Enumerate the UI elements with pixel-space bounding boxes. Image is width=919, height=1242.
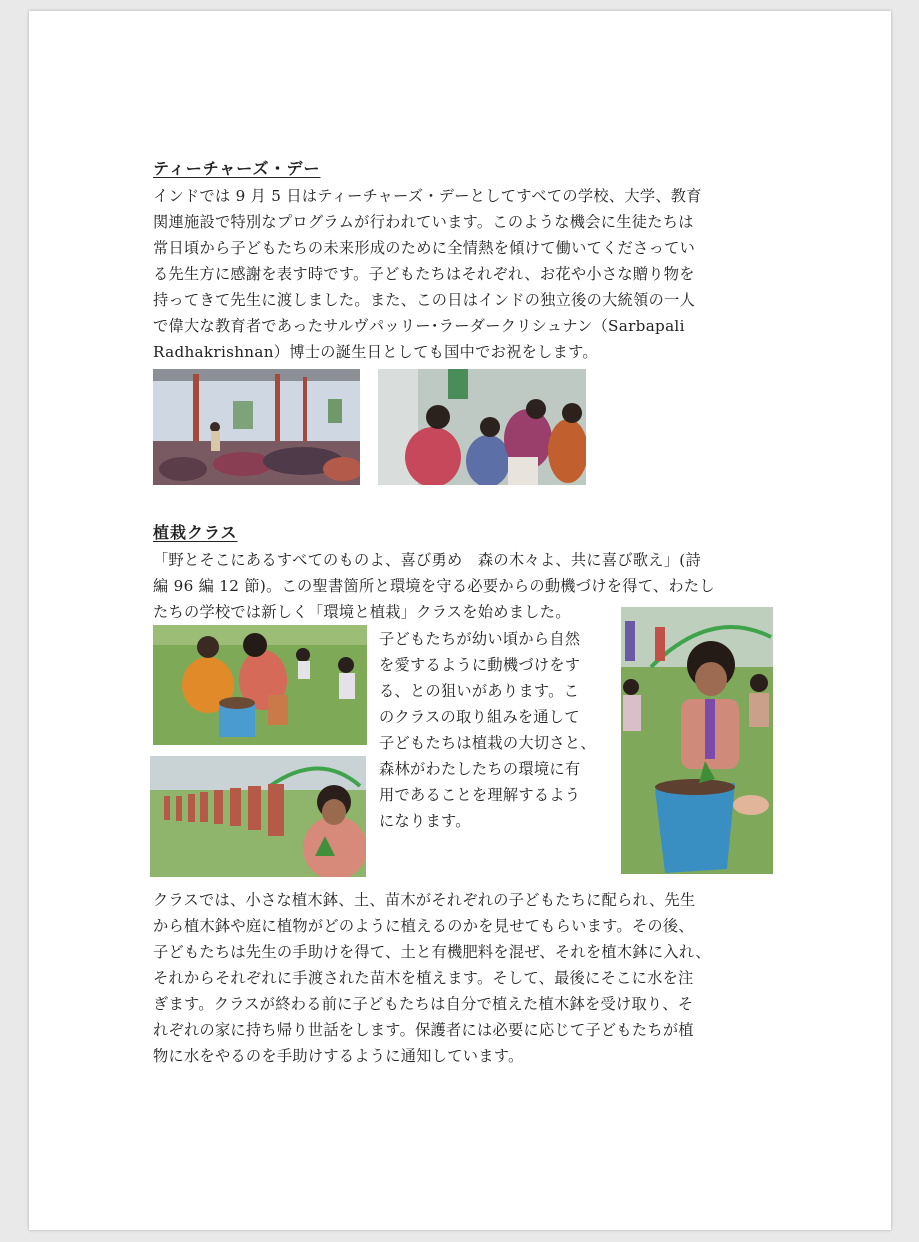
paragraph-line: を愛するように動機づけをす: [379, 656, 581, 674]
paragraph-line: 編 96 編 12 節)。この聖書箇所と環境を守る必要からの動機づけを得て、わたし: [153, 577, 715, 595]
paragraph-line: 子どもたちは植栽の大切さと、: [379, 734, 596, 752]
paragraph-line: になります。: [379, 812, 471, 830]
paragraph-line: たちの学校では新しく「環境と植栽」クラスを始めました。: [153, 603, 571, 621]
assembly-hall-photo: [153, 369, 360, 485]
paragraph-line: クラスでは、小さな植木鉢、土、苗木がそれぞれの子どもたちに配られ、先生: [153, 891, 696, 909]
planting-class-heading: 植栽クラス: [153, 523, 238, 542]
paragraph-line: 森林がわたしたちの環境に有: [379, 760, 581, 778]
teachers-day-heading: ティーチャーズ・デー: [153, 159, 321, 178]
paragraph-line: 用であることを理解するよう: [379, 786, 581, 804]
children-line-photo: [150, 756, 366, 877]
paragraph-line: で偉大な教育者であったサルヴパッリー･ラーダークリシュナン（Sarbapali: [153, 317, 685, 335]
classroom-photo: [378, 369, 586, 485]
teacher-helping-child-photo: [153, 625, 367, 745]
paragraph-line: のクラスの取り組みを通して: [379, 708, 580, 726]
paragraph-line: る先生方に感謝を表す時です。子どもたちはそれぞれ、お花や小さな贈り物を: [153, 265, 695, 283]
planting-middle-paragraph: [379, 626, 619, 834]
teachers-day-paragraph: [153, 183, 773, 365]
paragraph-line: 子どもたちが幼い頃から自然: [379, 630, 581, 648]
paragraph-line: 物に水をやるのを手助けするように通知しています。: [153, 1047, 524, 1065]
paragraph-line: から植木鉢や庭に植物がどのように植えるのかを見せてもらいます。その後、: [153, 917, 694, 935]
paragraph-line: それからそれぞれに手渡された苗木を植えます。そして、最後にそこに水を注: [153, 969, 694, 987]
paragraph-line: インドでは 9 月 5 日はティーチャーズ・デーとしてすべての学校、大学、教育: [153, 187, 702, 205]
paragraph-line: 子どもたちは先生の手助けを得て、土と有機肥料を混ぜ、それを植木鉢に入れ、: [153, 943, 711, 961]
document-page: [29, 11, 891, 1230]
paragraph-line: 常日頃から子どもたちの未来形成のために全情熱を傾けて働いてくださってい: [153, 239, 696, 257]
paragraph-line: 関連施設で特別なプログラムが行われています。このような機会に生徒たちは: [153, 213, 694, 231]
paragraph-line: 「野とそこにあるすべてのものよ、喜び勇め 森の木々よ、共に喜び歌え」(詩: [153, 551, 701, 569]
paragraph-line: 持ってきて先生に渡しました。また、この日はインドの独立後の大統領の一人: [153, 291, 696, 309]
paragraph-line: れぞれの家に持ち帰り世話をします。保護者には必要に応じて子どもたちが植: [153, 1021, 694, 1039]
paragraph-line: Radhakrishnan）博士の誕生日としても国中でお祝をします。: [153, 343, 598, 361]
girl-planting-photo: [621, 607, 773, 874]
paragraph-line: ぎます。クラスが終わる前に子どもたちは自分で植えた植木鉢を受け取り、そ: [153, 995, 694, 1013]
paragraph-line: る、との狙いがあります。こ: [379, 682, 580, 700]
planting-closing-paragraph: [153, 887, 773, 1069]
